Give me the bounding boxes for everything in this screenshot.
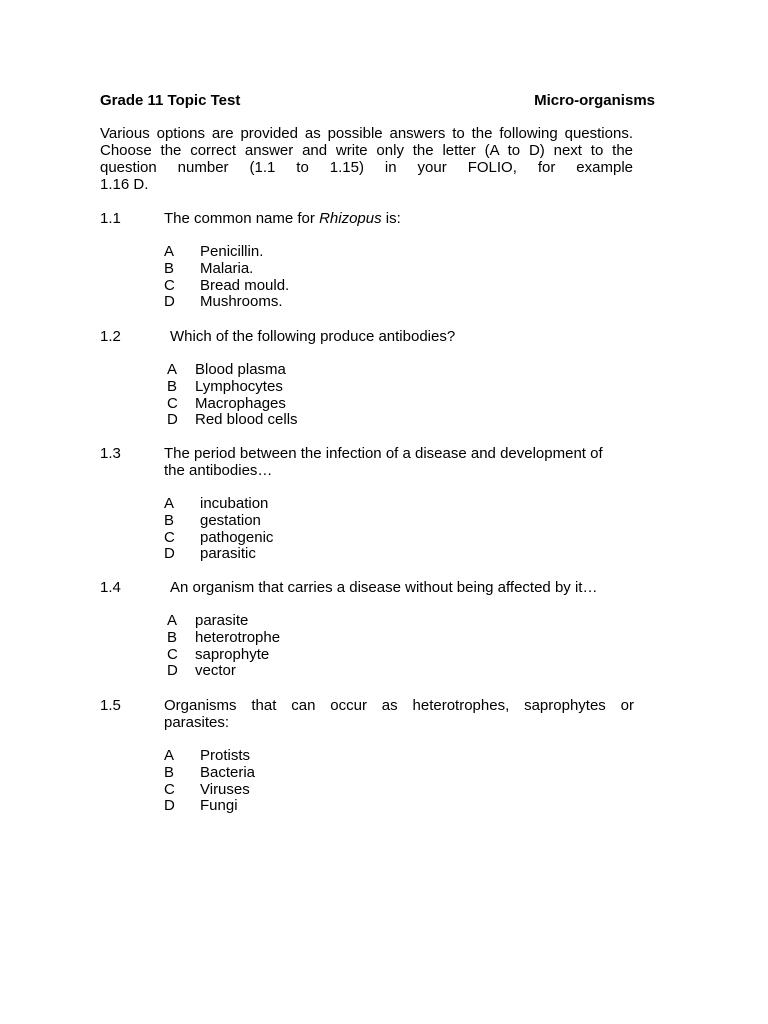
question-number: 1.5: [100, 697, 121, 714]
question-text: [164, 697, 634, 731]
option-text: Macrophages: [195, 394, 286, 412]
option-letter: A: [164, 243, 175, 260]
question-number: 1.2: [100, 328, 121, 345]
option-b: [164, 513, 273, 530]
option-c: [167, 647, 280, 664]
option-letter: C: [167, 394, 178, 412]
option-letter: D: [164, 797, 175, 815]
test-title: Grade 11 Topic Test: [100, 92, 241, 109]
question-text: [164, 210, 634, 227]
options-list: [167, 362, 298, 429]
question-text: [164, 445, 634, 479]
option-letter: C: [164, 528, 175, 546]
instructions-line: 1.16 D.: [100, 176, 149, 193]
option-text: Mushrooms.: [200, 293, 283, 311]
option-b: [164, 261, 289, 278]
option-text: Penicillin.: [200, 243, 264, 260]
instructions-line: Choose the correct answer and write only the letter (A to D) next to the: [100, 142, 633, 159]
option-text: Bacteria: [200, 763, 256, 781]
question-number: 1.4: [100, 579, 121, 596]
option-letter: D: [164, 293, 175, 311]
option-text: parasitic: [200, 545, 256, 563]
option-letter: D: [164, 545, 175, 563]
option-text: Bread mould.: [200, 276, 290, 294]
question-text-line: parasites:: [164, 714, 230, 731]
option-a: [167, 362, 298, 379]
question-text-line: Organisms that can occur as heterotrophes, saprophytes or: [164, 697, 634, 714]
option-letter: C: [164, 276, 175, 294]
option-letter: A: [167, 612, 178, 629]
options-list: [167, 613, 280, 680]
option-text: incubation: [200, 495, 269, 512]
option-a: [167, 613, 280, 630]
option-b: [167, 630, 280, 647]
option-letter: B: [164, 763, 175, 781]
option-d: [164, 546, 273, 563]
option-letter: D: [167, 662, 178, 680]
option-text: Malaria.: [200, 259, 254, 277]
option-d: [167, 412, 298, 429]
option-a: [164, 748, 255, 765]
option-text: Fungi: [200, 797, 238, 815]
option-c: [164, 278, 289, 295]
option-a: [164, 496, 273, 513]
options-list: [164, 496, 273, 563]
option-letter: A: [167, 361, 178, 378]
option-letter: D: [167, 411, 178, 429]
option-c: [167, 396, 298, 413]
option-text: gestation: [200, 511, 261, 529]
option-letter: B: [167, 377, 178, 395]
option-text: Lymphocytes: [195, 377, 283, 395]
topic-title: Micro-organisms: [534, 92, 655, 109]
option-text: Viruses: [200, 780, 250, 798]
question-text-part: The common name for: [164, 210, 320, 227]
option-d: [164, 798, 255, 815]
option-d: [164, 294, 289, 311]
instructions: [100, 125, 633, 193]
question-text-part: is:: [381, 210, 401, 227]
option-letter: A: [164, 495, 175, 512]
page-header: [100, 92, 655, 109]
question-text-line: The period between the infection of a disease and development of: [164, 445, 603, 462]
option-b: [167, 379, 298, 396]
option-c: [164, 530, 273, 547]
question-text-line: the antibodies…: [164, 462, 273, 479]
question-number: 1.3: [100, 445, 121, 462]
option-text: parasite: [195, 612, 249, 629]
instructions-line: question number (1.1 to 1.15) in your FOLIO, for example: [100, 159, 633, 176]
option-letter: C: [164, 780, 175, 798]
question-text: Which of the following produce antibodies?: [170, 328, 456, 345]
option-letter: B: [164, 511, 175, 529]
option-d: [167, 663, 280, 680]
option-text: pathogenic: [200, 528, 274, 546]
option-letter: B: [164, 259, 175, 277]
instructions-line: Various options are provided as possible answers to the following questions.: [100, 125, 633, 142]
options-list: [164, 244, 289, 311]
option-text: vector: [195, 662, 236, 680]
option-text: saprophyte: [195, 645, 270, 663]
option-text: Blood plasma: [195, 361, 286, 378]
option-a: [164, 244, 289, 261]
option-text: Protists: [200, 747, 251, 764]
option-b: [164, 765, 255, 782]
question-number: 1.1: [100, 210, 121, 227]
question-text: An organism that carries a disease without being affected by it…: [170, 579, 598, 596]
option-letter: C: [167, 645, 178, 663]
option-letter: A: [164, 747, 175, 764]
option-text: Red blood cells: [195, 411, 298, 429]
question-text-italic: Rhizopus: [319, 210, 382, 227]
options-list: [164, 748, 255, 815]
option-text: heterotrophe: [195, 628, 281, 646]
option-letter: B: [167, 628, 178, 646]
option-c: [164, 782, 255, 799]
